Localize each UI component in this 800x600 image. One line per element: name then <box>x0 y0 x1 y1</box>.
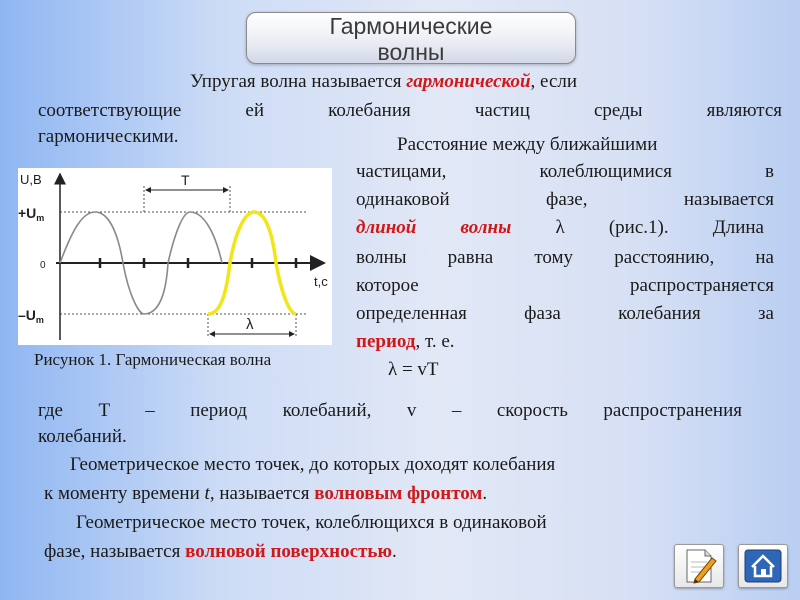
para2-line3: одинаковой фазе, называется <box>356 189 774 210</box>
harmonic-wave-figure <box>18 168 332 345</box>
period-label: T <box>181 172 190 188</box>
y-axis-label: U,B <box>20 172 42 187</box>
wave-diagram <box>18 168 332 345</box>
para3-line1: где T – период колебаний, v – скорость распространения <box>38 400 742 421</box>
title-line-1: Гармонические <box>329 13 493 39</box>
para2-line4: длиной волны λ (рис.1). Длина <box>356 217 764 238</box>
term-harmonic: гармонической <box>406 71 531 92</box>
para2-line2: частицами, колеблющимися в <box>356 161 774 182</box>
formula: λ = vT <box>388 359 439 380</box>
para1-line3: гармоническими. <box>38 126 179 147</box>
term-wavefront: волновым фронтом <box>314 483 483 504</box>
para4-line2: к моменту времени t, называется волновым фронтом. <box>44 483 488 504</box>
notes-button[interactable] <box>674 544 724 588</box>
term-wave-surface: волновой поверхностью <box>185 541 392 562</box>
para1-line1: Упругая волна называется гармонической, если <box>190 71 578 92</box>
x-axis-label: t,c <box>314 274 328 289</box>
figure-caption: Рисунок 1. Гармоническая волна <box>34 350 272 369</box>
lambda-label: λ <box>246 316 254 333</box>
para5-line2: фазе, называется волновой поверхностью. <box>44 541 397 562</box>
home-button[interactable] <box>738 544 788 588</box>
para3-line2: колебаний. <box>38 426 127 447</box>
minus-um-label: $-U_m$ <box>18 307 44 325</box>
home-icon <box>739 545 787 587</box>
para2-line5: волны равна тому расстоянию, на <box>356 247 774 268</box>
para2-line8: период, т. е. <box>356 331 455 352</box>
para2-line6: которое распространяется <box>356 275 774 296</box>
para5-line1: Геометрическое место точек, колеблющихся в одинаковой <box>76 512 547 533</box>
para4-line1: Геометрическое место точек, до которых доходят колебания <box>70 454 556 475</box>
term-period: период <box>356 331 416 352</box>
para1-line2: соответствующие ей колебания частиц среды являются <box>38 100 782 121</box>
para2-line1: Расстояние между ближайшими <box>397 134 658 155</box>
plus-um-label: $+U_m$ <box>18 205 45 223</box>
zero-label: 0 <box>40 260 46 271</box>
notepad-pencil-icon <box>675 545 723 587</box>
term-wavelength: длиной волны <box>356 217 512 238</box>
slide-title <box>246 12 576 64</box>
para2-line7: определенная фаза колебания за <box>356 303 774 324</box>
title-line-2: волны <box>377 39 445 65</box>
